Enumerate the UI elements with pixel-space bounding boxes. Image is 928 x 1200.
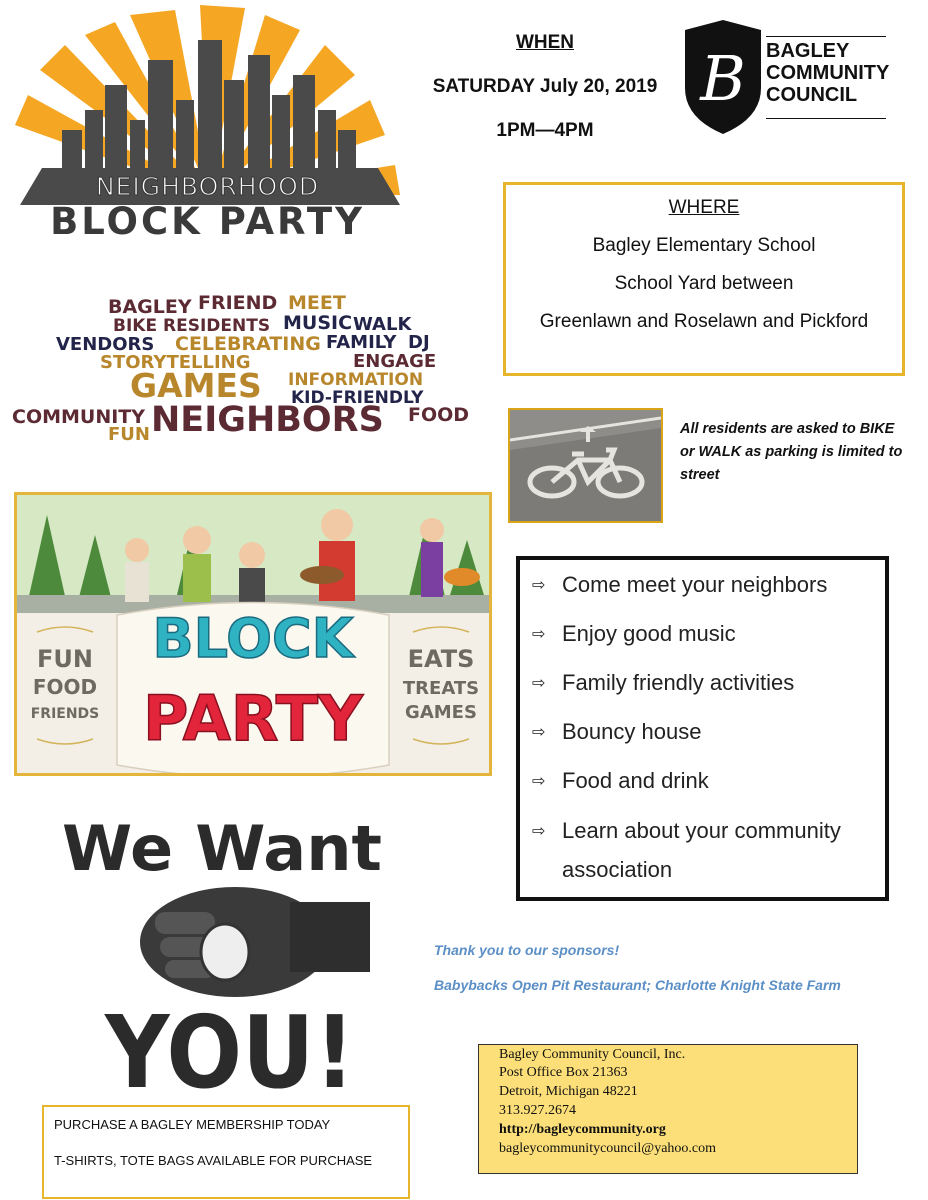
when-heading: WHEN	[515, 32, 575, 53]
list-item-text: association	[562, 857, 673, 882]
council-logo	[682, 18, 902, 136]
list-item-continued	[532, 857, 672, 883]
word-cloud-word: DJ	[408, 332, 430, 353]
banner-right-word: GAMES	[405, 702, 477, 723]
word-cloud-word: BIKE	[113, 316, 158, 336]
event-date: SATURDAY July 20, 2019	[432, 76, 658, 97]
word-cloud-word: MEET	[288, 292, 346, 314]
membership-box	[42, 1105, 410, 1199]
council-name-line: COMMUNITY	[766, 62, 890, 84]
arrow-right-icon: ⇨	[532, 675, 546, 692]
where-line: Bagley Elementary School	[592, 235, 816, 256]
banner-left-word: FOOD	[32, 675, 98, 699]
bike-walk-note: All residents are asked to BIKE or WALK as parking is limited to street	[680, 421, 903, 483]
word-cloud-word: INFORMATION	[288, 370, 424, 390]
list-item-text: Enjoy good music	[562, 621, 736, 646]
where-line: Greenlawn and Roselawn and Pickford	[539, 311, 869, 332]
council-name-line: COUNCIL	[766, 84, 858, 106]
list-item	[532, 621, 736, 647]
sponsor-thanks: Thank you to our sponsors!	[434, 942, 620, 958]
council-name	[766, 40, 889, 106]
bike-lane-icon	[510, 410, 661, 521]
membership-line: T-SHIRTS, TOTE BAGS AVAILABLE FOR PURCHASE	[54, 1153, 373, 1168]
contact-phone: 313.927.2674	[499, 1103, 576, 1118]
word-cloud-word: FRIEND	[198, 292, 278, 314]
contact-email-link[interactable]: bagleycommunitycouncil@yahoo.com	[499, 1141, 717, 1156]
logo-rule-top	[766, 36, 886, 37]
arrow-right-icon: ⇨	[532, 577, 546, 594]
banner-right-word: TREATS	[402, 678, 480, 699]
list-item	[532, 719, 701, 745]
block-party-logo	[0, 0, 420, 250]
list-item	[532, 670, 794, 696]
contact-website-link[interactable]: http://bagleycommunity.org	[499, 1122, 666, 1137]
contact-box	[478, 1044, 858, 1174]
word-cloud-word: FUN	[108, 424, 150, 445]
membership-line: PURCHASE A BAGLEY MEMBERSHIP TODAY	[54, 1117, 331, 1132]
word-cloud-word: BAGLEY	[108, 296, 192, 318]
bike-lane-photo	[508, 408, 663, 523]
where-line: School Yard between	[614, 273, 794, 294]
logo-title-neighborhood: NEIGHBORHOOD	[95, 172, 320, 201]
logo-title-block-party: BLOCK PARTY	[50, 200, 365, 243]
arrow-right-icon: ⇨	[532, 626, 546, 643]
word-cloud-word: RESIDENTS	[163, 316, 271, 336]
contact-org: Bagley Community Council, Inc.	[499, 1047, 686, 1062]
word-cloud	[8, 288, 488, 458]
arrow-right-icon: ⇨	[532, 773, 546, 790]
where-heading: WHERE	[668, 197, 740, 218]
word-cloud-word: CELEBRATING	[175, 333, 321, 355]
banner-title-party: PARTY	[143, 682, 363, 755]
word-cloud-word: KID-FRIENDLY	[291, 388, 424, 408]
logo-rule-bottom	[766, 118, 886, 119]
list-item-text: Bouncy house	[562, 719, 702, 744]
list-item-text: Food and drink	[562, 768, 709, 793]
contact-city: Detroit, Michigan 48221	[499, 1084, 638, 1099]
we-want-you-graphic	[50, 802, 395, 1102]
party-illustration	[17, 495, 489, 773]
arrow-right-icon: ⇨	[532, 724, 546, 741]
word-cloud-word: VENDORS	[56, 334, 155, 355]
shield-icon	[682, 18, 764, 136]
list-item-text: Come meet your neighbors	[562, 572, 828, 597]
word-cloud-word: GAMES	[130, 366, 262, 405]
word-cloud-word: STORYTELLING	[100, 352, 251, 373]
sponsor-names: Babybacks Open Pit Restaurant; Charlotte Knight State Farm	[434, 977, 841, 993]
list-item	[532, 768, 709, 794]
banner-title-block: BLOCK	[152, 607, 354, 670]
banner-right-word: EATS	[407, 645, 475, 673]
word-cloud-word: WALK	[353, 314, 412, 335]
want-you-line1: We Want	[62, 812, 382, 885]
word-cloud-word: ENGAGE	[353, 351, 437, 372]
word-cloud-word: FOOD	[408, 404, 470, 426]
banner-left-word: FUN	[37, 645, 93, 673]
word-cloud-word: COMMUNITY	[12, 406, 146, 428]
arrow-right-icon: ⇨	[532, 823, 546, 840]
banner-left-word: FRIENDS	[30, 706, 100, 722]
list-item-text: Family friendly activities	[562, 670, 795, 695]
block-party-banner	[14, 492, 492, 776]
word-cloud-word: MUSIC	[283, 312, 353, 334]
word-cloud-word: NEIGHBORS	[151, 400, 384, 440]
list-item	[532, 572, 827, 598]
activities-list	[516, 556, 889, 901]
word-cloud-word: FAMILY	[326, 332, 397, 353]
council-monogram: B	[700, 42, 746, 115]
where-box	[503, 182, 905, 376]
pointing-hand-icon	[50, 802, 395, 1102]
council-name-line: BAGLEY	[766, 40, 850, 62]
list-item	[532, 818, 841, 844]
event-time: 1PM—4PM	[496, 120, 594, 141]
list-item-text: Learn about your community	[562, 818, 841, 843]
want-you-line2: YOU!	[104, 994, 355, 1102]
contact-po-box: Post Office Box 21363	[499, 1065, 628, 1080]
